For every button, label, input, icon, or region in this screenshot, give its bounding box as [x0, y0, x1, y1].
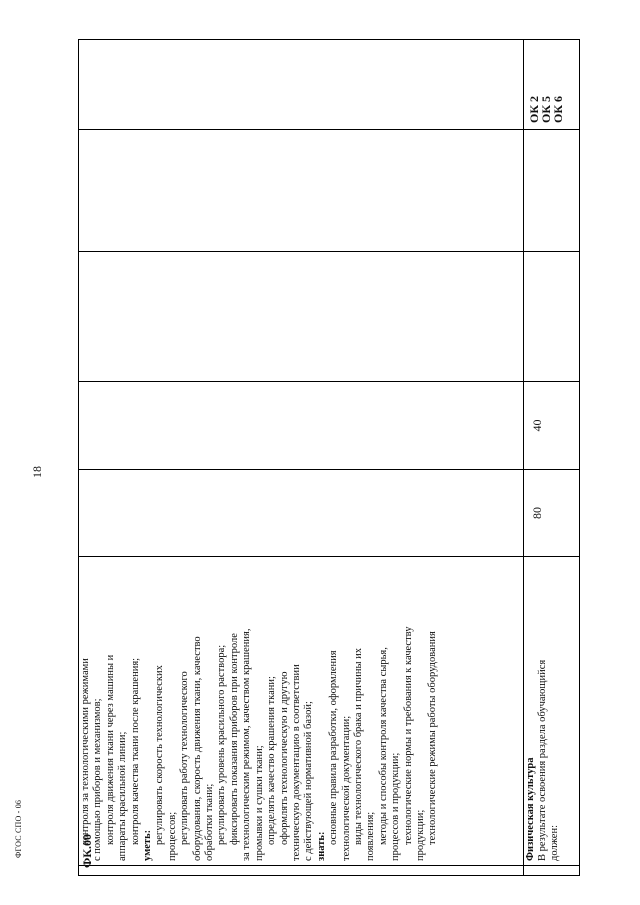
- competency-item: ОК 2: [526, 95, 541, 123]
- content-cell: [523, 557, 579, 866]
- discipline-index-cell: [523, 252, 579, 382]
- discipline-index-cell: [79, 252, 524, 382]
- requirement-line: контроля за технологическими режимами: [80, 658, 91, 845]
- requirement-line: методы и способы контроля качества сырья,: [377, 647, 389, 845]
- requirement-line: с помощью приборов и механизмов;: [92, 698, 104, 861]
- requirement-line: определять качество крашения ткани;: [266, 676, 278, 845]
- requirement-line: регулировать уровень красильного раствора;: [216, 644, 228, 845]
- requirement-line: технологические режимы работы оборудования: [427, 631, 439, 845]
- page-number: 18: [30, 466, 44, 478]
- footer-standard-code: ФГОС СПО - 06: [14, 799, 23, 858]
- code-cell: [523, 866, 579, 876]
- requirement-line: уметь:: [142, 829, 154, 861]
- discipline-title: Физическая культура: [524, 757, 536, 861]
- code-cell: [79, 866, 524, 876]
- max-hours-cell: [79, 470, 524, 557]
- result-intro-cont: должен:: [549, 824, 561, 861]
- table-row: [523, 40, 579, 876]
- discipline-name-cell: [79, 130, 524, 252]
- class-hours-value: 40: [523, 382, 579, 470]
- requirement-line: появления;: [365, 811, 377, 861]
- rotated-table-sheet: [78, 40, 580, 876]
- requirement-line: виды технологического брака и причины их: [352, 648, 364, 845]
- requirement-line: оборудования, скорость движения ткани, качество: [191, 636, 203, 861]
- requirement-line: основные правила разработки, оформления: [328, 650, 340, 845]
- requirements-text: [79, 557, 440, 865]
- requirement-line: фиксировать показания приборов при контроле: [228, 633, 240, 845]
- requirement-line: процессов;: [166, 811, 178, 861]
- requirement-line: технологической документации;: [340, 715, 352, 861]
- competencies-list: [523, 40, 579, 130]
- competency-item: ОК 6: [550, 95, 565, 123]
- section-code: ФК.00: [80, 833, 94, 868]
- requirement-line: продукции;: [414, 809, 426, 861]
- result-intro: В результате освоения раздела обучающийся: [536, 659, 548, 861]
- requirement-line: с действующей нормативной базой;: [303, 701, 315, 861]
- requirement-line: оформлять технологическую и другую: [278, 671, 290, 845]
- class-hours-cell: [79, 382, 524, 470]
- requirement-line: регулировать работу технологического: [179, 671, 191, 845]
- requirement-line: обработки ткани;: [204, 783, 216, 861]
- requirement-line: техническую документацию в соответствии: [290, 664, 302, 861]
- requirement-line: аппараты красильной линии;: [117, 731, 129, 861]
- requirement-line: за технологическим режимом, качеством крашения,: [241, 628, 253, 861]
- discipline-name-cell: [523, 130, 579, 252]
- max-hours-value: 80: [523, 470, 579, 557]
- requirement-line: технологические нормы и требования к качеству: [402, 626, 414, 845]
- competency-item: ОК 5: [538, 95, 553, 123]
- requirement-line: контроля качества ткани после крашения;: [129, 657, 141, 845]
- requirement-line: знать:: [315, 831, 327, 861]
- curriculum-table: [78, 39, 580, 876]
- table-row: [79, 40, 524, 876]
- requirement-line: промывки и сушки ткани;: [253, 745, 265, 861]
- content-cell: [79, 557, 524, 866]
- requirement-line: контроля движения ткани через машины и: [104, 654, 116, 845]
- competencies-cell: [79, 40, 524, 130]
- requirement-line: регулировать скорость технологических: [154, 665, 166, 845]
- requirement-line: процессов и продукции;: [390, 752, 402, 861]
